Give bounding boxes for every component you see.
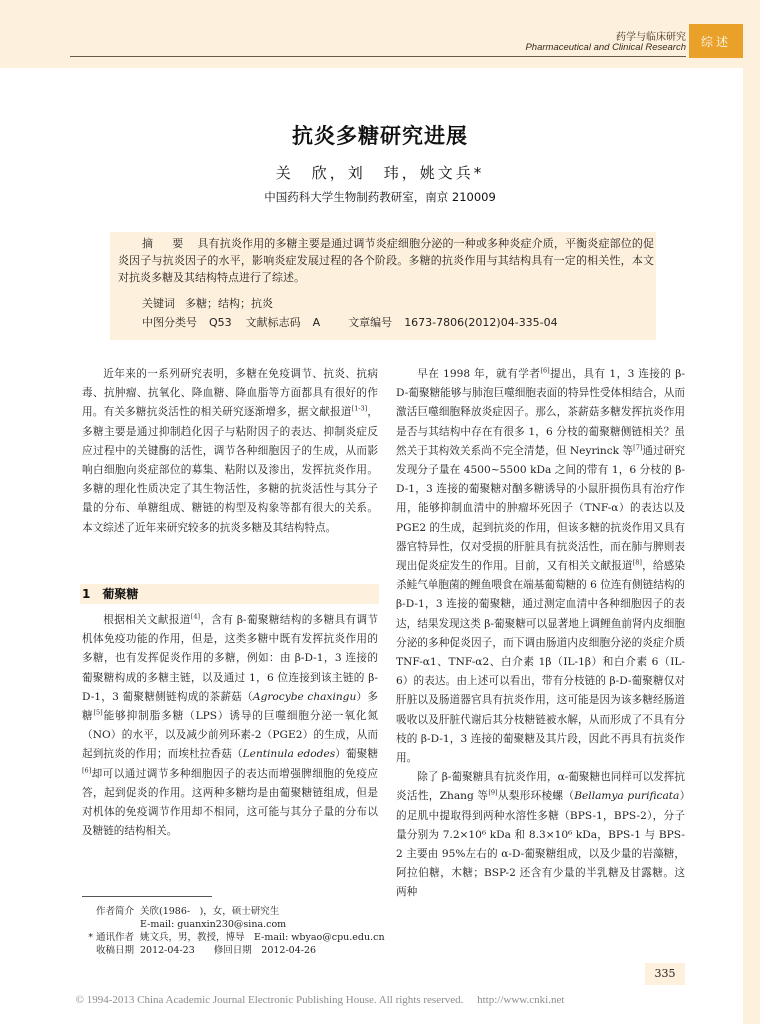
body-text: 根据相关文献报道 [103,614,191,626]
right-paragraph-1 [396,365,685,768]
body-text: 除了 β-葡聚糖具有抗炎作用，α-葡聚糖也同样可以发挥抗炎活性，Zhang 等 [396,771,685,803]
footnote-label: * 通讯作者 [88,932,134,943]
footnote-text: E-mail: guanxin230@sina.com [140,919,287,930]
abstract [118,235,654,287]
citation: [6] [540,366,550,375]
header-rule [70,56,686,57]
doccode-label: 文献标志码 [245,316,301,329]
abstract-text: 具有抗炎作用的多糖主要是通过调节炎症细胞分泌的一种或多种炎症介质，平衡炎症部位的促炎因子与抗炎因子的水平，影响炎症发展过程的各个阶段。多糖的抗炎作用与其结构具有一定的相关性，本文对抗炎多糖及其结构特点进行了综述。 [118,237,655,285]
clc-code: Q53 [209,316,232,329]
citation: [9] [488,788,498,797]
page-number: 335 [654,967,676,980]
species-name: Lentinula edodes [242,748,336,761]
citation: [5] [93,708,103,717]
abstract-label: 摘 要 [142,237,188,250]
journal-title-zh: 药学与临床研究 [616,32,686,43]
body-text: ）葡聚糖 [335,748,379,761]
intro-text-1: 近年来的一系列研究表明，多糖在免疫调节、抗炎、抗病毒、抗肿瘤、抗氧化、降血糖、降血脂等方面都具有很好的作用。有关多糖抗炎活性的相关研究逐渐增多，据文献报道 [82,368,378,419]
body-text: ）的足肌中提取得到两种水溶性多糖（BPS-1，BPS-2），分子量分别为 7.2×10⁶ kDa 和 8.3×10⁶ kDa，BPS-1 与 BPS-2 主要由 95%左右的 α-D-葡聚糖组成，以及少量的岩藻糖，阿拉伯糖，木糖；BSP-2 还含有少量的半乳糖及甘露糖。这两种 [396,790,685,899]
footnote-corresponding [82,931,385,944]
footnote-rule [82,896,212,897]
keywords-label: 关键词 [142,297,175,310]
copyright-footer: © 1994-2013 China Academic Journal Electronic Publishing House. All rights reserved. http://www.cnki.net [75,994,565,1006]
section-paragraph [82,611,378,841]
citation: [6] [82,766,92,775]
journal-title-en: Pharmaceutical and Clinical Research [525,42,686,53]
body-text: ，含有 β-葡聚糖结构的多糖具有调节机体免疫功能的作用，但是，这类多糖中既有发挥抗炎作用的多糖，也有发挥促炎作用的多糖，例如：由 β-D-1，3 连接的葡聚糖构成的多糖主链，以及通过 1，6 位连接到该主链的 β-D-1，3 葡聚糖侧链构成的茶薪菇（ [82,614,379,703]
keywords: 多糖；结构；抗炎 [185,297,273,310]
article-title: 抗炎多糖研究进展 [292,124,468,148]
body-text: 提出，具有 1，3 连接的 β-D-葡聚糖能够与肺泡巨噬细胞表面的特异性受体相结合，从而激活巨噬细胞释放炎症因子。那么，茶薪菇多糖发挥抗炎作用是否与其结构中存在有很多 1，6 分枝的葡聚糖侧链相关？虽然关于其构效关系尚不完全清楚，但 Neyrinck 等 [396,368,685,457]
footnote-label: 作者简介 [95,906,134,917]
footnote-label: 收稿日期 [95,945,134,956]
citation: [8] [632,558,642,567]
side-strip [743,0,760,1024]
species-name: Bellamya purificata [574,790,680,803]
body-text: 从梨形环棱螺（ [497,790,575,803]
citation: [1-3] [351,404,368,413]
body-text: ，给感染杀鲑气单胞菌的鲤鱼喂食在端基葡萄糖的 6 位连有侧链结构的 β-D-1，3 连接的葡聚糖，通过测定血清中各种细胞因子的表达，结果发现这类 β-葡聚糖可以显著地上调鲤鱼前肾内皮细胞分泌的多种促炎因子，而下调由肠道内皮细胞分泌的炎症介质 TNF-α1、TNF-α2、白介素 1β（IL-1β）和白介素 6（IL-6）的表达。由上述可以看出，带有分枝链的 β-D-葡聚糖仅对肝脏以及肠道器官具有抗炎作用，这可能是因为该多糖经肠道吸收以及肝脏代谢后其分枝糖链被水解，从而形成了不具有分枝的 β-D-1，3 连接的葡聚糖及其片段，因此不再具有抗炎作用。 [396,560,686,765]
keywords-line [142,295,273,311]
article-affiliation: 中国药科大学生物制药教研室，南京 210009 [264,190,496,204]
footnote-text: 关欣(1986- )，女，硕士研究生 [140,906,280,917]
intro-paragraph [82,365,378,538]
footnote-text: 2012-04-23 修回日期 2012-04-26 [140,945,317,956]
clc-label: 中图分类号 [142,316,197,329]
section-tab: 综述 [689,24,743,58]
right-column [396,365,685,903]
body-text: 通过研究发现分子量在 4500~5500 kDa 之间的带有 1，6 分枝的 β-D-1，3 连接的葡聚糖对酗多糖诱导的小鼠肝损伤具有治疗作用，能够抑制血清中的肿瘤坏死因子（TNF-α）的表达以及 PGE2 的生成，起到抗炎的作用，但该多糖的抗炎作用又具有器官特异性，仅对受损的肝脏具有抗炎活性，而在肺与脾则表现出促炎症发生的作用。目前，又有相关文献报道 [396,444,685,573]
citation: [7] [633,443,643,452]
intro-text-2: ，多糖主要是通过抑制趋化因子与粘附因子的表达、抑制炎症反应过程中的关键酶的活性，调节各种细胞因子的生成，从而影响白细胞向炎症部位的募集、粘附以及渗出，发挥抗炎作用。多糖的理化性质决定了其生物活性，多糖的抗炎活性与其分子量的分布、单糖组成、糖链的构型及构象等都有很大的关系。本文综述了近年来研究较多的抗炎多糖及其结构特点。 [82,406,379,534]
left-column-section [82,611,378,841]
body-text: 早在 1998 年，就有学者 [417,368,541,380]
article-authors: 关 欣，刘 玮，姚文兵* [275,164,485,182]
section-heading: 1 葡聚糖 [82,587,139,601]
body-text: ）多糖 [82,690,378,723]
right-paragraph-2 [396,768,685,902]
articleno-label: 文章编号 [348,316,393,329]
body-text: 能够抑制脂多糖（LPS）诱导的巨噬细胞分泌一氧化氮（NO）的水平，以及减少前列环素-2（PGE2）的生成，从而起到抗炎的作用；而埃杜拉香菇（ [82,710,378,761]
classification-line [142,314,558,330]
citation: [4] [190,612,200,621]
doccode: A [312,316,321,329]
species-name: Agrocybe chaxingu [252,690,357,703]
footnote-text: 姚文兵，男，教授，博导 E-mail: wbyao@cpu.edu.cn [140,932,385,943]
footnote-email [82,918,382,931]
articleno: 1673-7806(2012)04-335-04 [404,316,558,329]
left-column-intro [82,365,378,538]
footnote-dates [82,944,382,957]
footnote-author-bio [82,905,382,918]
body-text: 却可以通过调节多种细胞因子的表达而增强脾细胞的免疫应答，起到促炎的作用。这两种多糖均是由葡聚糖链组成，但是对机体的免疫调节作用却不相同，这可能与其分子量的分布以及糖链的结构相关。 [82,767,378,838]
